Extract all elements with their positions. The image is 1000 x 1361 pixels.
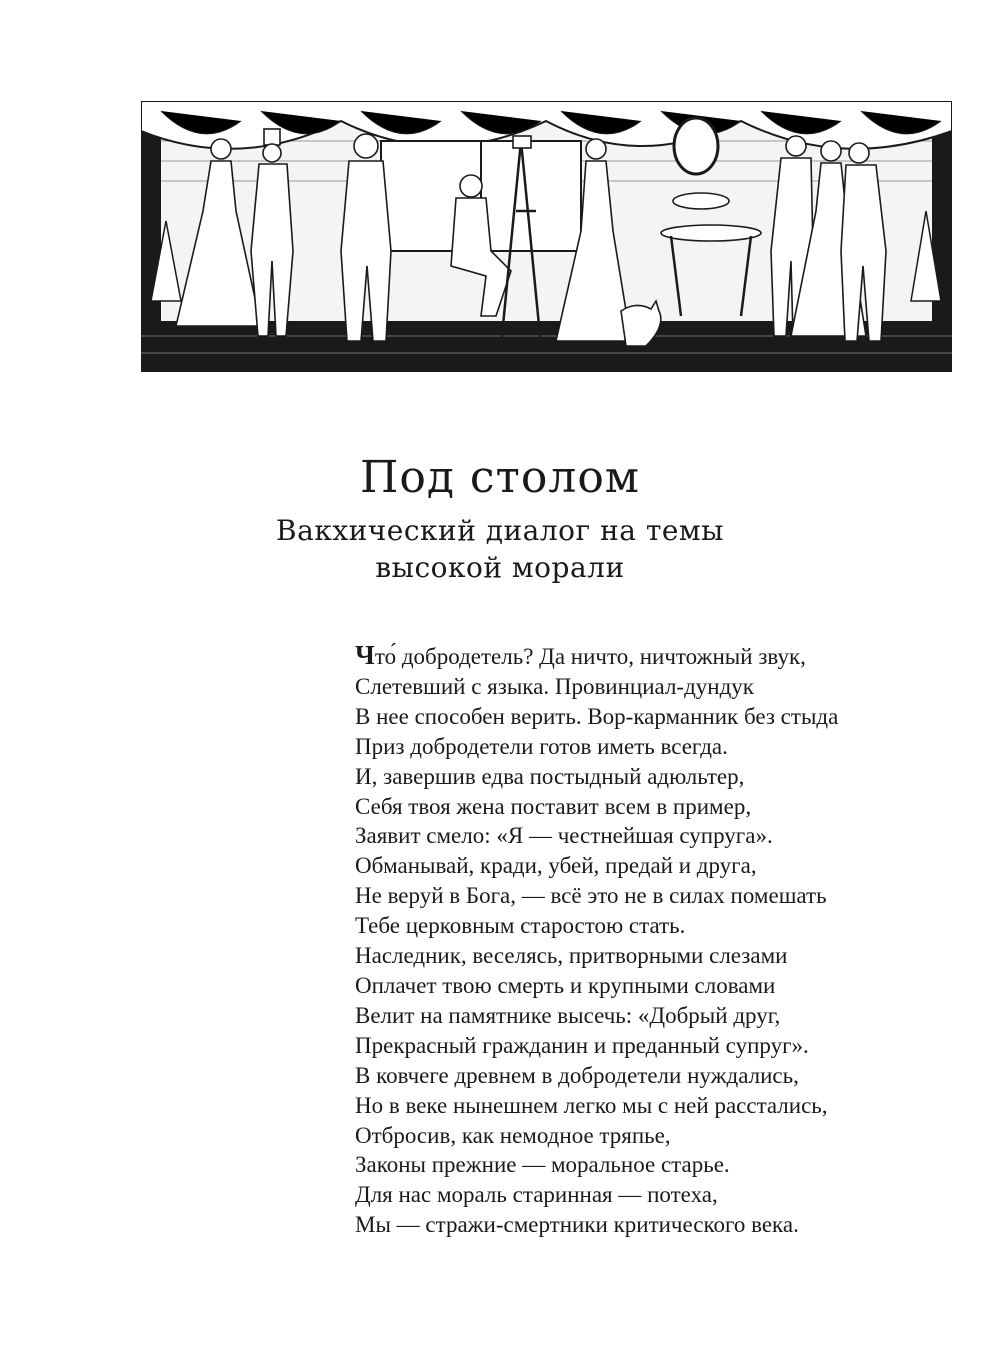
- poem-line: Прекрасный гражданин и преданный супруг».: [355, 1032, 809, 1058]
- poem-first-line-rest: то́ добродетель? Да ничто, ничтожный звук,: [374, 644, 806, 669]
- poem-line: Не веруй в Бога, — всё это не в силах помешать: [355, 883, 827, 909]
- poem-line: В ковчеге древнем в добродетели нуждались,: [355, 1062, 799, 1088]
- poem-line: Слетевший с языка. Провинциал-дундук: [355, 673, 754, 699]
- poem-line: И, завершив едва постыдный адюльтер,: [355, 763, 745, 789]
- poem-line: Наследник, веселясь, притворными слезами: [355, 943, 788, 969]
- engraving-salon-scene-icon: [141, 101, 952, 372]
- poem-line: Но в веке нынешнем легко мы с ней расстались,: [355, 1092, 828, 1118]
- poem-line: [355, 641, 955, 672]
- page-subtitle: [0, 512, 1000, 586]
- poem-line: Заявит смело: «Я — честнейшая супруга».: [355, 823, 773, 849]
- subtitle-line-1: Вакхический диалог на темы: [276, 514, 724, 547]
- poem-line: Тебе церковным старостою стать.: [355, 913, 686, 939]
- poem-line: Законы прежние — моральное старье.: [355, 1152, 730, 1178]
- subtitle-line-2: высокой морали: [375, 551, 625, 584]
- poem-line: Обманывай, кради, убей, предай и друга,: [355, 853, 757, 879]
- salon-engraving-illustration: [141, 101, 952, 372]
- poem-line: Оплачет твою смерть и крупными словами: [355, 972, 776, 998]
- poem-text: [355, 641, 955, 1240]
- poem-line: Мы — стражи-смертники критического века.: [355, 1212, 799, 1238]
- poem-line: В нее способен верить. Вор-карманник без стыда: [355, 703, 839, 729]
- page-title: Под столом: [359, 452, 641, 503]
- poem-drop-initial: Ч: [355, 640, 375, 670]
- poem-line: Приз добродетели готов иметь всегда.: [355, 733, 728, 759]
- poem-line: Себя твоя жена поставит всем в пример,: [355, 793, 752, 819]
- poem-line: Велит на памятнике высечь: «Добрый друг,: [355, 1002, 781, 1028]
- poem-line: Отбросив, как немодное тряпье,: [355, 1122, 671, 1148]
- poem-line: Для нас мораль старинная — потеха,: [355, 1182, 718, 1208]
